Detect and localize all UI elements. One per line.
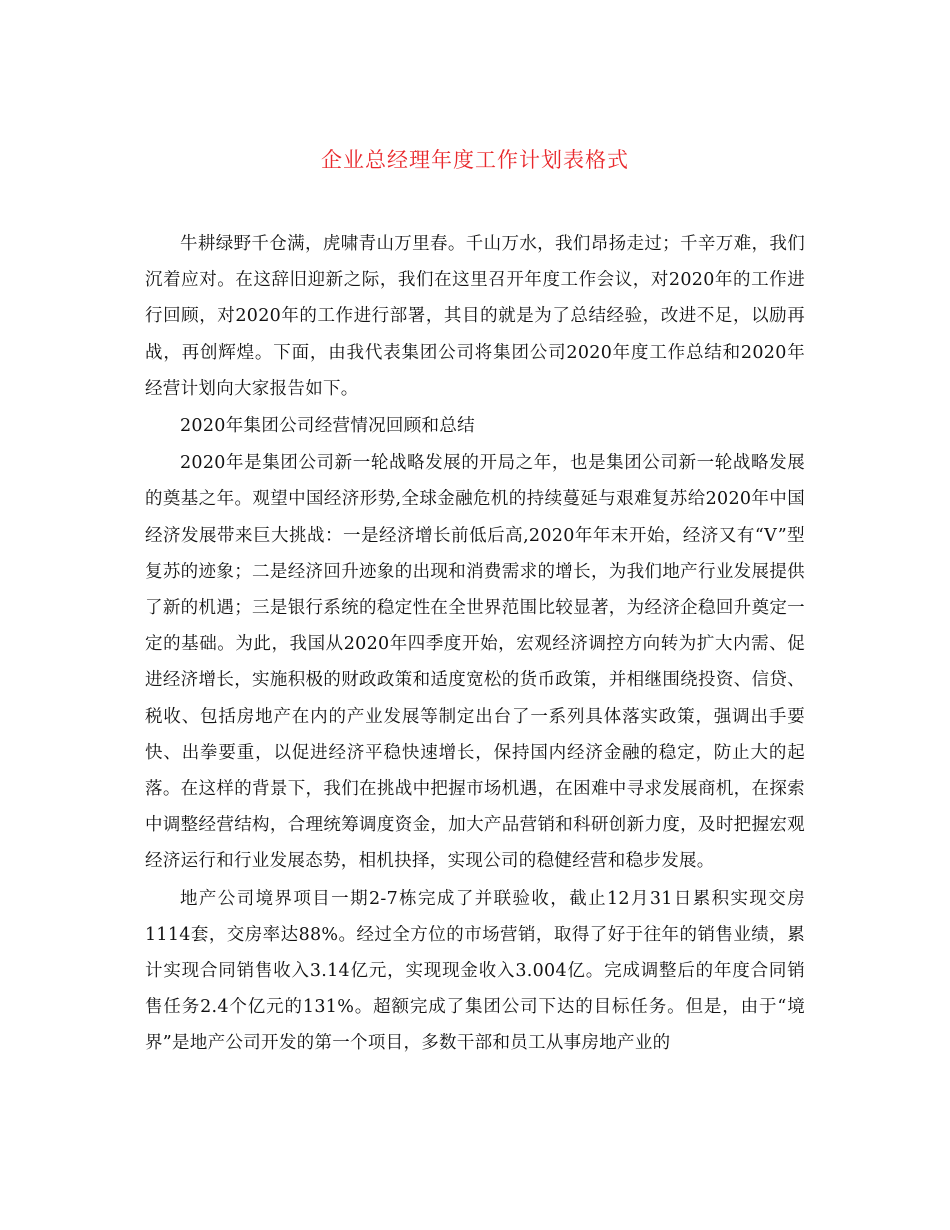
- document-title: 企业总经理年度工作计划表格式: [321, 148, 629, 172]
- section-heading: 2020年集团公司经营情况回顾和总结: [180, 416, 475, 437]
- paragraph-realestate: 地产公司境界项目一期2-7栋完成了并联验收，截止12月31日累积实现交房1114套，交房率达88%。经过全方位的市场营销，取得了好于往年的销售业绩，累计实现合同销售收入3.14亿元，实现现金收入3.004亿。完成调整后的年度合同销售任务2.4个亿元的131%。超额完成了集团公司下达的目标任务。但是，由于“境界”是地产公司开发的第一个项目，多数干部和员工从事房地产业的: [145, 888, 805, 1054]
- paragraph-review: 2020年是集团公司新一轮战略发展的开局之年，也是集团公司新一轮战略发展的奠基之年。观望中国经济形势,全球金融危机的持续蔓延与艰难复苏给2020年中国经济发展带来巨大挑战：一是经济增长前低后高,2020年年末开始，经济又有“V”型复苏的迹象；二是经济回升迹象的出现和消费需求的增长，为我们地产行业发展提供了新的机遇；三是银行系统的稳定性在全世界范围比较显著，为经济企稳回升奠定一定的基础。为此，我国从2020年四季度开始，宏观经济调控方向转为扩大内需、促进经济增长，实施积极的财政政策和适度宽松的货币政策，并相继围绕投资、信贷、税收、包括房地产在内的产业发展等制定出台了一系列具体落实政策，强调出手要快、出拳要重，以促进经济平稳快速增长，保持国内经济金融的稳定，防止大的起落。在这样的背景下，我们在挑战中把握市场机遇，在困难中寻求发展商机，在探索中调整经营结构，合理统筹调度资金，加大产品营销和科研创新力度，及时把握宏观经济运行和行业发展态势，相机抉择，实现公司的稳健经营和稳步发展。: [145, 453, 805, 872]
- paragraph-intro: 牛耕绿野千仓满，虎啸青山万里春。千山万水，我们昂扬走过；千辛万难，我们沉着应对。在这辞旧迎新之际，我们在这里召开年度工作会议，对2020年的工作进行回顾，对2020年的工作进行部署，其目的就是为了总结经验，改进不足，以励再战，再创辉煌。下面，由我代表集团公司将集团公司2020年度工作总结和2020年经营计划向大家报告如下。: [145, 234, 805, 399]
- document-body: [145, 226, 805, 1063]
